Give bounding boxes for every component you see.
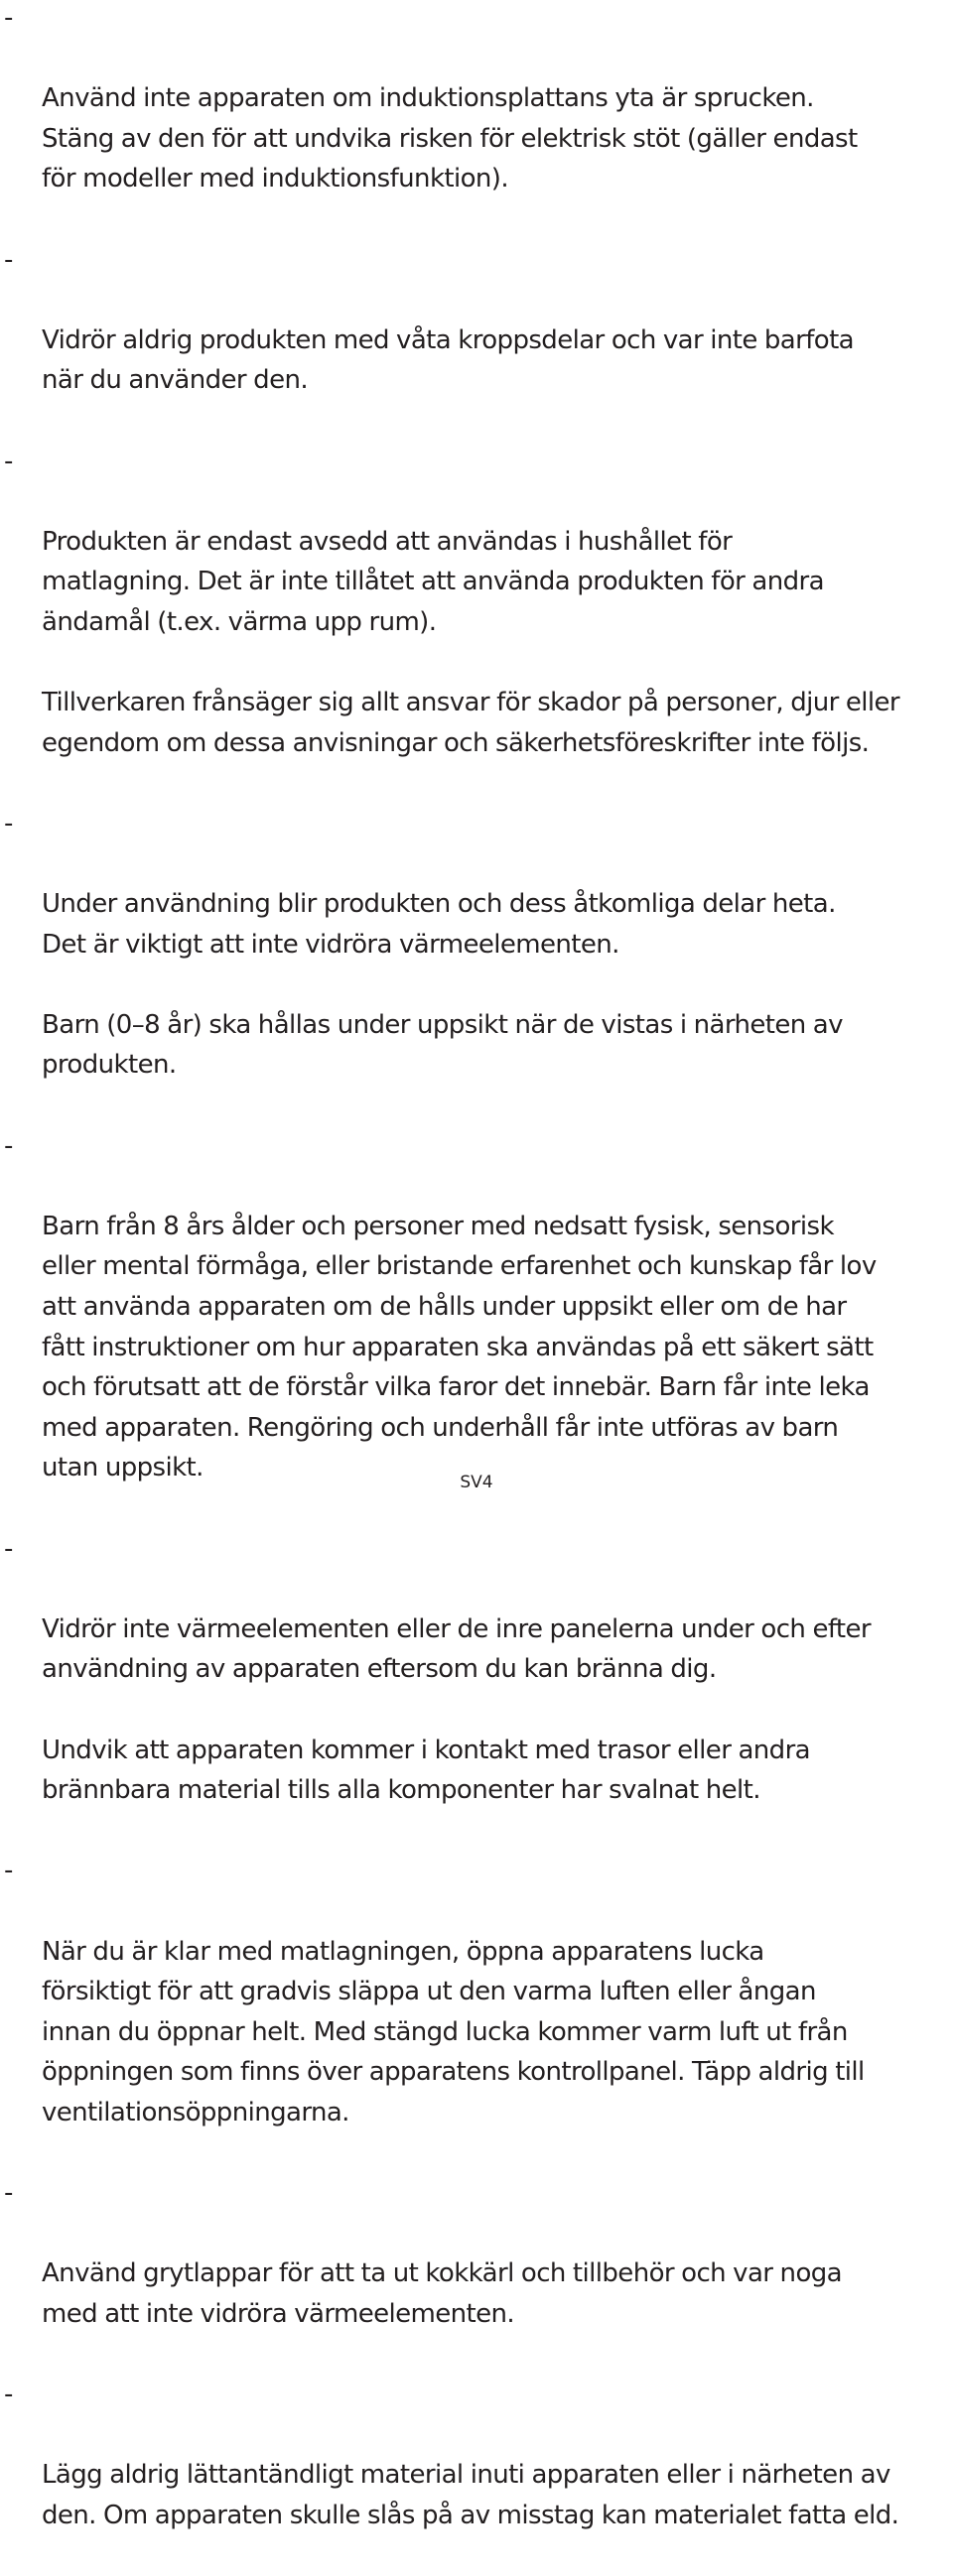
list-item-text: Vidrör aldrig produkten med våta kroppsdelar och var inte barfota när du använder den. <box>42 324 855 396</box>
list-item <box>0 804 953 1126</box>
list-item-text: Barn från 8 års ålder och personer med nedsatt fysisk, sensorisk eller mental förmåga, eller bristande erfarenhet och kunskap får lov att använda apparaten om de hålls under uppsikt eller om de har fått instruktioner om hur apparaten ska användas på ett säkert sätt och förutsatt att de förstår vilka faror det innebär. Barn får inte leka med apparaten. Rengöring och underhåll får inte utföras av barn utan uppsikt. <box>42 1211 877 1483</box>
list-item-text: Tillverkaren frånsäger sig allt ansvar för skador på personer, djur eller egendom om dessa anvisningar och säkerhetsföreskrifter inte följs. <box>42 688 899 758</box>
list-item <box>0 2173 953 2375</box>
list-bullet: - <box>4 2380 13 2410</box>
list-item-text: Använd grytlappar för att ta ut kokkärl och tillbehör och var noga med att inte vidröra värmeelementen. <box>42 2258 842 2329</box>
list-item <box>0 442 953 804</box>
list-bullet: - <box>4 1856 13 1886</box>
list-item <box>0 240 953 442</box>
list-item-text: Använd inte apparaten om induktionsplattans yta är sprucken. Stäng av den för att undvika risken för elektrisk stöt (gäller endast för modeller med induktionsfunktion). <box>42 83 858 194</box>
list-item-text: Lägg aldrig lättantändligt material inuti apparaten eller i närheten av den. Om apparaten skulle slås på av misstag kan materialet fatta eld. <box>42 2460 899 2530</box>
list-item <box>0 1529 953 1852</box>
list-bullet: - <box>4 3 13 33</box>
list-item-text: Undvik att apparaten kommer i kontakt med trasor eller andra brännbara material tills alla komponenter har svalnat helt. <box>42 1735 810 1806</box>
list-bullet: - <box>4 2178 13 2209</box>
list-bullet: - <box>4 808 13 838</box>
list-item <box>0 1126 953 1529</box>
list-item <box>0 2375 953 2576</box>
list-bullet: - <box>4 446 13 476</box>
list-item-text: Produkten är endast avsedd att användas i hushållet för matlagning. Det är inte tillåtet att använda produkten för andra ändamål (t.ex. värma upp rum). <box>42 526 824 637</box>
list-item-text: Under användning blir produkten och dess åtkomliga delar heta. Det är viktigt att inte vidröra värmeelementen. <box>42 889 836 960</box>
list-item-text: Vidrör inte värmeelementen eller de inre panelerna under och efter användning av apparaten eftersom du kan bränna dig. <box>42 1613 872 1685</box>
list-bullet: - <box>4 244 13 275</box>
page-number: SV4 <box>460 1473 493 1492</box>
list-item-text: När du är klar med matlagningen, öppna apparatens lucka försiktigt för att gradvis släppa ut den varma luften eller ångan innan du öppnar helt. Med stängd lucka kommer varm luft ut från öppningen som finns över apparatens kontrollpanel. Täpp aldrig till ventilationsöppningarna. <box>42 1936 865 2127</box>
list-item-text: Barn (0–8 år) ska hållas under uppsikt när de vistas i närheten av produkten. <box>42 1009 843 1081</box>
list-item <box>0 0 953 240</box>
list-bullet: - <box>4 1130 13 1161</box>
list-bullet: - <box>4 1533 13 1564</box>
list-item <box>0 1851 953 2173</box>
